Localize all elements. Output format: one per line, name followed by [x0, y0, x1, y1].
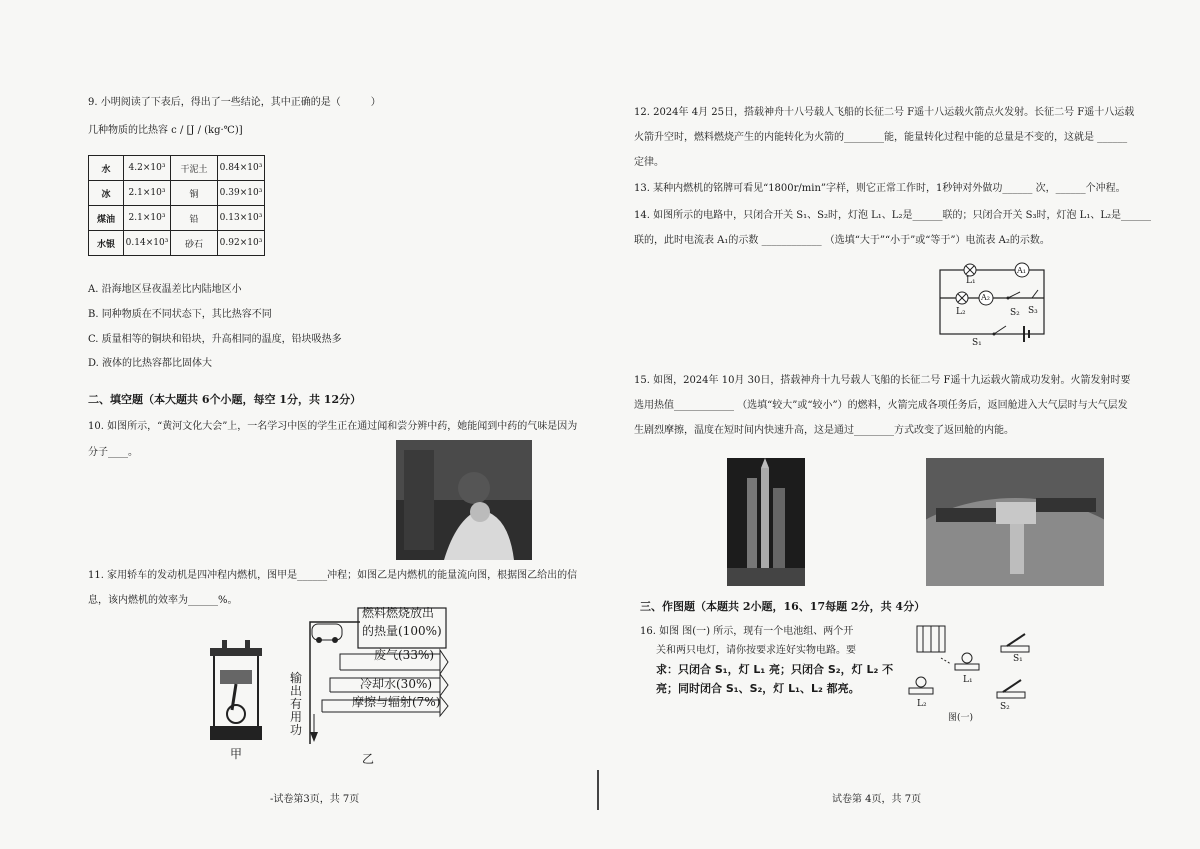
table-cell: 冰 — [89, 181, 124, 206]
q12-line3: 定律。 — [634, 157, 664, 168]
section3-heading: 三、作图题（本题共 2小题，16、17每题 2分，共 4分） — [640, 600, 926, 613]
table-cell: 砂石 — [171, 231, 218, 256]
right-page-footer: 试卷第 4页，共 7页 — [832, 794, 922, 805]
q15-line1: 15. 如图，2024年 10月 30日，搭载神舟十九号载人飞船的长征二号 F遥十九运载火箭成功发射。火箭发射时要 — [634, 375, 1131, 386]
q13: 13. 某种内燃机的铭牌可看见“1800r/min”字样，则它正常工作时，1秒钟对外做功______ 次，______个冲程。 — [634, 183, 1126, 194]
q16-line3: 求：只闭合 S₁，灯 L₁ 亮；只闭合 S₂，灯 L₂ 不 — [656, 663, 894, 676]
q10-line2: 分子____。 — [88, 447, 138, 458]
table-cell: 0.13×10³ — [218, 206, 265, 231]
table-cell: 2.1×10³ — [124, 206, 171, 231]
fig-label-jia: 甲 — [230, 747, 243, 761]
q9-option-b: B. 同种物质在不同状态下，其比热容不同 — [88, 309, 272, 320]
q9-option-c: C. 质量相等的铜块和铅块，升高相同的温度，铅块吸热多 — [88, 334, 342, 345]
energy-branch-friction: 摩擦与辐射(7%) — [352, 695, 441, 709]
circuit-label-s3: S₃ — [1028, 306, 1038, 316]
table-cell: 2.1×10³ — [124, 181, 171, 206]
fig16-label-s2: S₂ — [1000, 702, 1010, 712]
table-cell: 0.14×10³ — [124, 231, 171, 256]
table-cell: 干泥土 — [171, 156, 218, 181]
battery-pack-icon — [917, 626, 945, 652]
energy-source-line1: 燃料燃烧放出 — [362, 606, 435, 620]
q16-line2: 关和两只电灯，请你按要求连好实物电路。要 — [656, 645, 856, 656]
q12-line2: 火箭升空时，燃料燃烧产生的内能转化为火箭的________能，能量转化过程中能的总量是不变的，这就是 ______ — [634, 132, 1128, 143]
energy-branch-cooling: 冷却水(30%) — [360, 677, 433, 691]
q14-line2: 联的，此时电流表 A₁的示数 ____________ （选填“大于”“小于”或“等于”）电流表 A₂的示数。 — [634, 235, 1050, 246]
energy-branch-exhaust: 废气(33%) — [374, 648, 435, 662]
circuit-label-l2: L₂ — [956, 307, 966, 317]
circuit-label-l1: L₁ — [966, 276, 976, 286]
q16-line1: 16. 如图 图(一) 所示，现有一个电池组、两个开 — [640, 626, 854, 637]
table-cell: 铜 — [171, 181, 218, 206]
table-cell: 水 — [89, 156, 124, 181]
table-row — [89, 181, 265, 206]
table-row — [89, 156, 265, 181]
table-cell: 铅 — [171, 206, 218, 231]
q11-line2: 息，该内燃机的效率为______%。 — [88, 595, 238, 606]
student-photo-image — [396, 440, 532, 560]
table-cell: 4.2×10³ — [124, 156, 171, 181]
bulb-l2-icon — [909, 677, 933, 694]
circuit-label-s2: S₂ — [1010, 308, 1020, 318]
table-row — [89, 231, 265, 256]
q11-line1: 11. 家用轿车的发动机是四冲程内燃机，图甲是______冲程；如图乙是内燃机的能量流向图，根据图乙给出的信 — [88, 570, 578, 581]
q15-line2: 选用热值____________ （选填“较大”或“较小”）的燃料，火箭完成各项任务后，返回舱进入大气层时与大气层发 — [634, 400, 1128, 411]
space-station-photo — [926, 458, 1104, 586]
fig16-label-s1: S₁ — [1013, 654, 1023, 664]
space-station-image — [926, 458, 1104, 586]
rocket-launch-photo — [727, 458, 805, 586]
table-cell: 煤油 — [89, 206, 124, 231]
table-cell: 0.84×10³ — [218, 156, 265, 181]
fig-label-yi: 乙 — [362, 752, 375, 766]
specific-heat-table-caption: 几种物质的比热容 c / [J / (kg·℃)] — [88, 125, 243, 136]
table-cell: 0.39×10³ — [218, 181, 265, 206]
q14-circuit-diagram — [934, 256, 1054, 348]
page-fold-line — [597, 770, 599, 810]
energy-output-label: 输出有用功 — [290, 671, 303, 737]
section2-heading: 二、填空题（本大题共 6个小题，每空 1分，共 12分） — [88, 393, 362, 406]
table-cell: 0.92×10³ — [218, 231, 265, 256]
q16-line4: 亮；同时闭合 S₁、S₂，灯 L₁、L₂ 都亮。 — [656, 682, 860, 695]
q12-line1: 12. 2024年 4月 25日，搭载神舟十八号载人飞船的长征二号 F遥十八运载火箭点火发射。长征二号 F遥十八运载 — [634, 107, 1135, 118]
circuit-label-a2: A₂ — [981, 293, 990, 302]
left-page-footer: -试卷第3页，共 7页 — [270, 794, 360, 805]
table-cell: 水银 — [89, 231, 124, 256]
engine-cylinder-figure — [208, 640, 264, 744]
q14-line1: 14. 如图所示的电路中，只闭合开关 S₁、S₂时，灯泡 L₁、L₂是______联的；只闭合开关 S₃时，灯泡 L₁、L₂是______ — [634, 210, 1151, 221]
fig16-caption: 图(一) — [948, 713, 974, 723]
energy-source-line2: 的热量(100%) — [362, 624, 442, 638]
exam-page-right — [600, 0, 1200, 849]
q10-line1: 10. 如图所示，“黄河文化大会”上，一名学习中医的学生正在通过闻和尝分辨中药，她能闻到中药的气味是因为 — [88, 421, 578, 432]
specific-heat-table — [88, 155, 265, 256]
circuit-label-a1: A₁ — [1017, 266, 1026, 275]
rocket-image — [727, 458, 805, 586]
bulb-l1-icon — [955, 653, 979, 670]
circuit-label-s1: S₁ — [972, 338, 982, 348]
q9-option-a: A. 沿海地区昼夜温差比内陆地区小 — [88, 284, 242, 295]
q9-stem: 9. 小明阅读了下表后，得出了一些结论，其中正确的是（ ） — [88, 97, 381, 108]
q10-photo-student — [396, 440, 532, 560]
q15-line3: 生剧烈摩擦，温度在短时间内快速升高，这是通过________方式改变了返回舱的内能。 — [634, 425, 1014, 436]
table-row — [89, 206, 265, 231]
fig16-label-l1: L₁ — [963, 675, 973, 685]
switch-s1-icon — [1001, 634, 1029, 652]
q9-option-d: D. 液体的比热容都比固体大 — [88, 358, 213, 369]
switch-s2-icon — [997, 680, 1025, 698]
fig16-label-l2: L₂ — [917, 699, 927, 709]
